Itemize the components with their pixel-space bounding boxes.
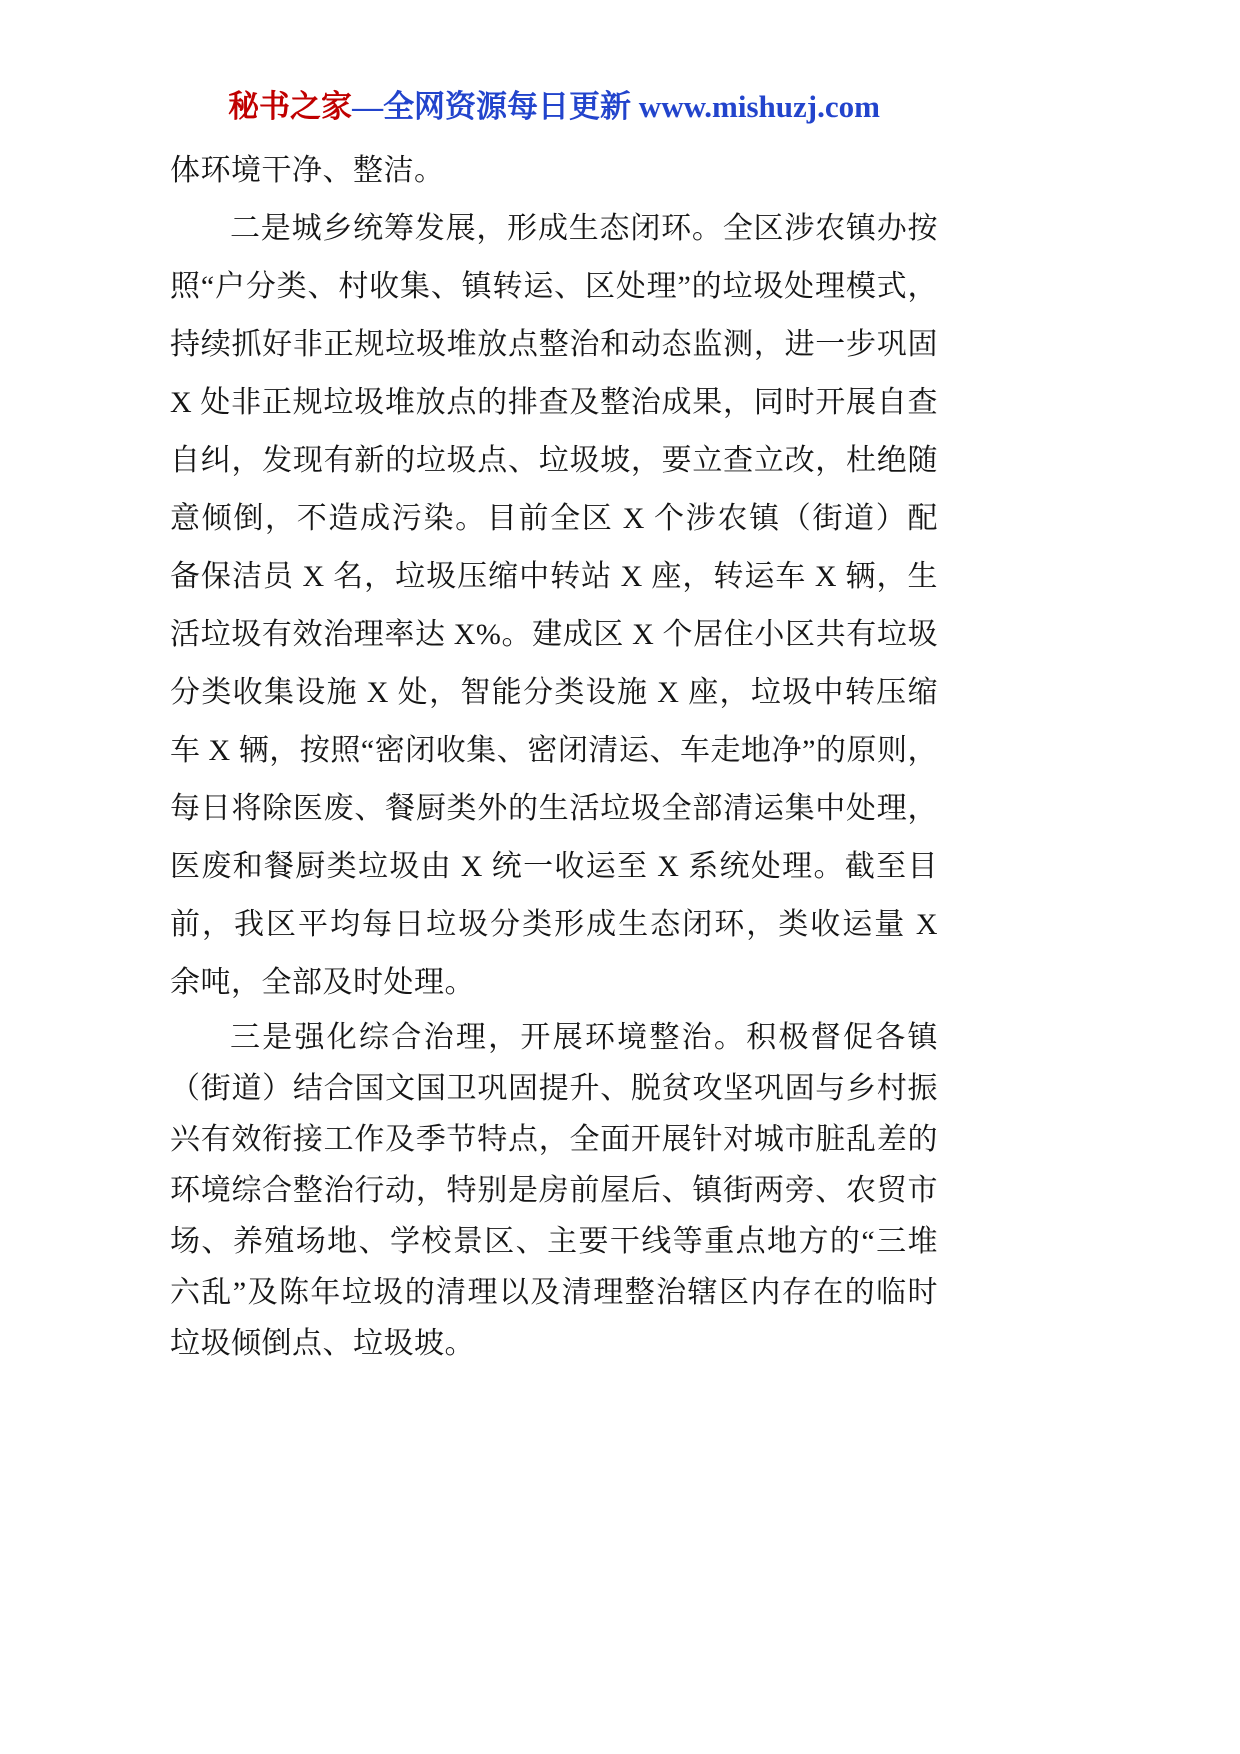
body-paragraph-second-point: 二是城乡统筹发展，形成生态闭环。全区涉农镇办按照“户分类、村收集、镇转运、区处理”的垃圾处理模式，持续抓好非正规垃圾堆放点整治和动态监测，进一步巩固 X 处非正规垃圾堆放点的排查及整治成果，同时开展自查自纠，发现有新的垃圾点、垃圾坡，要立查立改，杜绝随意倾倒，不造成污染。目前全区 X 个涉农镇（街道）配备保洁员 X 名，垃圾压缩中转站 X 座，转运车 X 辆，生活垃圾有效治理率达 X%。建成区 X 个居住小区共有垃圾分类收集设施 X 处，智能分类设施 X 座，垃圾中转压缩车 X 辆，按照“密闭收集、密闭清运、车走地净”的原则，每日将除医废、餐厨类外的生活垃圾全部清运集中处理，医废和餐厨类垃圾由 X 统一收运至 X 系统处理。截至目前，我区平均每日垃圾分类形成生态闭环，类收运量 X 余吨，全部及时处理。 <box>170 212 938 999</box>
site-tagline-and-url: —全网资源每日更新 www.mishuzj.com <box>352 89 880 124</box>
body-paragraph-continuation: 体环境干净、整洁。 <box>170 154 445 187</box>
document-content <box>170 86 938 1369</box>
body-paragraph-third-point: 三是强化综合治理，开展环境整治。积极督促各镇（街道）结合国文国卫巩固提升、脱贫攻坚巩固与乡村振兴有效衔接工作及季节特点，全面开展针对城市脏乱差的环境综合整治行动，特别是房前屋后、镇街两旁、农贸市场、养殖场地、学校景区、主要干线等重点地方的“三堆六乱”及陈年垃圾的清理以及清理整治辖区内存在的临时垃圾倾倒点、垃圾坡。 <box>170 1021 938 1360</box>
site-header <box>170 86 938 128</box>
site-name: 秘书之家 <box>228 89 353 124</box>
